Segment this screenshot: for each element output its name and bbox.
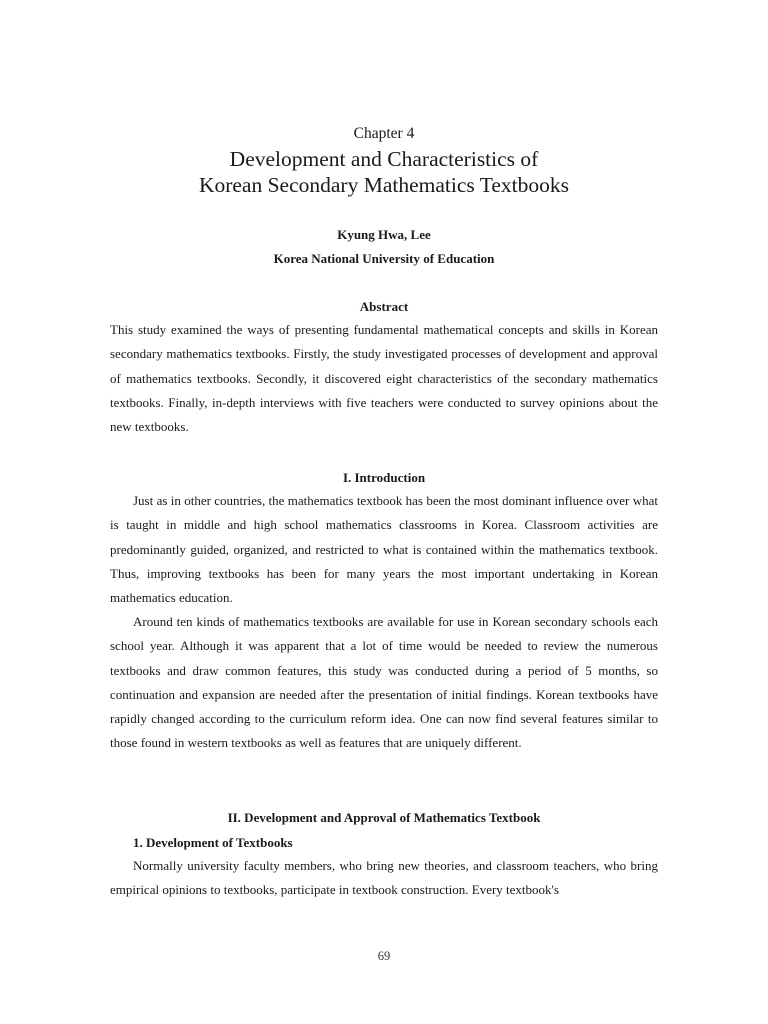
introduction-heading: I. Introduction: [342, 470, 426, 485]
section-2-paragraph-1: Normally university faculty members, who bring new theories, and classroom teachers, who bring empirical opinions to textbooks, participate in textbook construction. Every textbook's: [110, 858, 658, 898]
chapter-title-line-2: Korean Secondary Mathematics Textbooks: [198, 173, 570, 197]
abstract-text: This study examined the ways of presenting fundamental mathematical concepts and skills in Korean secondary mathematics textbooks. Firstly, the study investigated processes of development and approval of mathematics textbooks. Secondly, it discovered eight characteristics of the secondary mathematics textbooks. Finally, in-depth interviews with five teachers were conducted to survey opinions about the new textbooks.: [110, 322, 658, 435]
section-2-subheading: 1. Development of Textbooks: [133, 835, 293, 850]
chapter-label: Chapter 4: [353, 125, 415, 142]
author-affiliation: Korea National University of Education: [273, 251, 495, 266]
abstract-heading: Abstract: [359, 299, 409, 314]
chapter-title-line-1: Development and Characteristics of: [229, 147, 539, 171]
page-number: 69: [377, 949, 391, 963]
introduction-paragraph-1: Just as in other countries, the mathematics textbook has been the most dominant influence over what is taught in middle and high school mathematics classrooms in Korea. Classroom activities are predominantly guided, organized, and restricted to what is contained within the mathematics textbook. Thus, improving textbooks has been for many years the most important undertaking in Korean mathematics education.: [110, 493, 658, 606]
introduction-paragraph-2: Around ten kinds of mathematics textbooks are available for use in Korean secondary schools each school year. Although it was apparent that a lot of time would be needed to review the numerous textbooks and draw common features, this study was conducted during a period of 5 months, so continuation and expansion are needed after the presentation of initial findings. Korean textbooks have rapidly changed according to the curriculum reform idea. One can now find several features similar to those found in western textbooks as well as features that are uniquely different.: [110, 614, 658, 751]
chapter-title: [0, 146, 768, 198]
section-2-heading: II. Development and Approval of Mathematics Textbook: [227, 810, 541, 825]
author-name: Kyung Hwa, Lee: [337, 227, 431, 242]
